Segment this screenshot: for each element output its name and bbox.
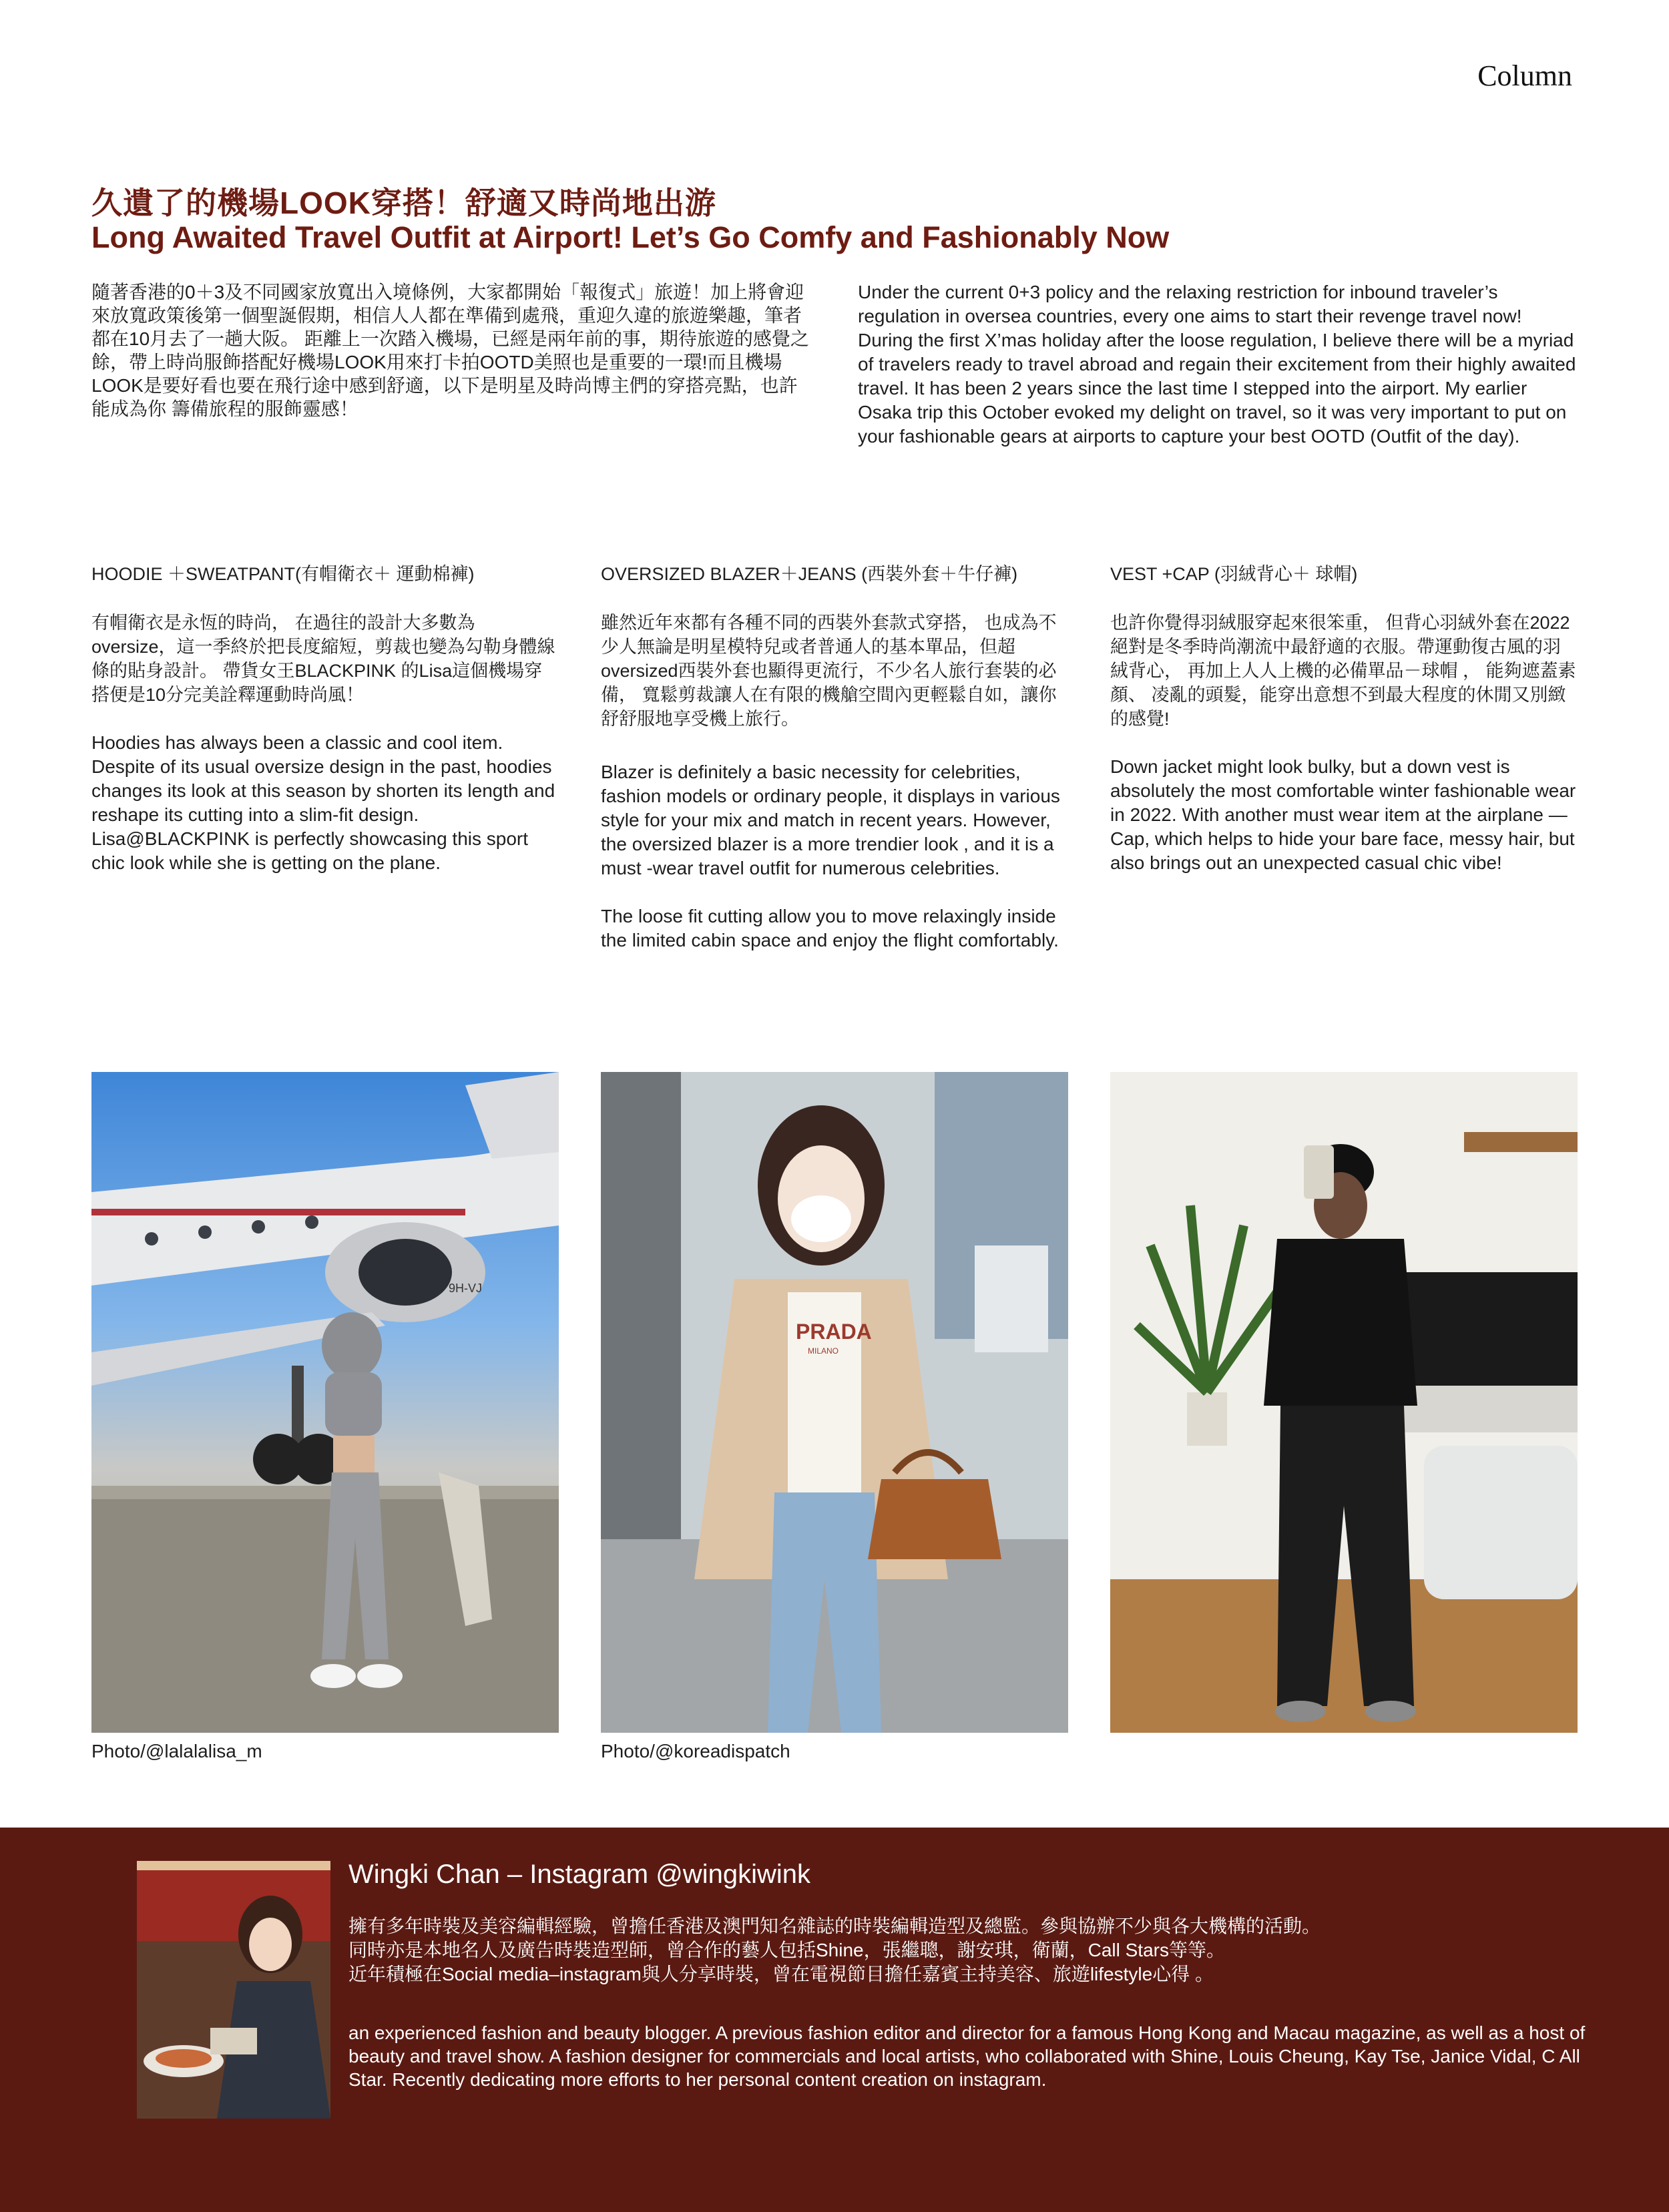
photo-vest-selfie bbox=[1110, 1072, 1578, 1733]
author-footer bbox=[0, 1828, 1669, 2212]
author-bio-zh bbox=[348, 1914, 1604, 1986]
column-text-en: Hoodies has always been a classic and cool item. Despite of its usual oversize design in the past, hoodies changes its look at this season by shorten its length and reshape its cutting into a slim-fit design. Lisa@BLACKPINK is perfectly showcasing this sport chic look while she is getting on the plane. bbox=[91, 732, 555, 873]
shirt-logo: PRADA bbox=[796, 1320, 872, 1344]
photo-blazer-airport bbox=[601, 1072, 1068, 1733]
column-blazer bbox=[601, 559, 1068, 977]
shirt-logo-sub: MILANO bbox=[808, 1346, 839, 1356]
column-vest bbox=[1110, 559, 1578, 899]
plane-registration: 9H-VJ bbox=[449, 1282, 483, 1295]
article-title-zh: 久遺了的機場LOOK穿搭！舒適又時尚地出游 bbox=[91, 186, 716, 220]
author-name: Wingki Chan – Instagram @wingkiwink bbox=[348, 1860, 810, 1889]
column-text-zh: 有帽衛衣是永恆的時尚， 在過往的設計大多數為oversize，這一季終於把長度縮短，剪裁也變為勾勒身體線條的貼身設計。 帶貨女王BLACKPINK 的Lisa這個機場穿搭便是10分完美詮釋運動時尚風！ bbox=[91, 613, 555, 705]
author-photo-illustration bbox=[137, 1861, 330, 2119]
author-bio-zh-line-2: 同時亦是本地名人及廣告時裝造型師，曾合作的藝人包括Shine，張繼聰，謝安琪，衛蘭，Call Stars等等。 bbox=[348, 1940, 1225, 1960]
column-heading: OVERSIZED BLAZER＋JEANS (西裝外套＋牛仔褲) bbox=[601, 564, 1018, 584]
column-text-en-2: The loose fit cutting allow you to move relaxingly inside the limited cabin space and enjoy the flight comfortably. bbox=[601, 906, 1059, 950]
author-photo bbox=[137, 1861, 330, 2119]
column-text-zh: 也許你覺得羽絨服穿起來很笨重， 但背心羽絨外套在2022 絕對是冬季時尚潮流中最舒適的衣服。帶運動復古風的羽絨背心， 再加上人人上機的必備單品－球帽 ， 能夠遮蓋素顏、 凌亂的頭髮，能穿出意想不到最大程度的休閒又別緻的感覺! bbox=[1110, 613, 1576, 729]
column-heading: HOODIE ＋SWEATPANT(有帽衛衣＋ 運動棉褲) bbox=[91, 564, 475, 584]
column-hoodie bbox=[91, 559, 559, 899]
photo-credit-1: Photo/@lalalalisa_m bbox=[91, 1741, 262, 1761]
photo-credit-2: Photo/@koreadispatch bbox=[601, 1741, 790, 1761]
section-label: Column bbox=[1477, 59, 1572, 92]
intro-zh: 隨著香港的0＋3及不同國家放寬出入境條例，大家都開始「報復式」旅遊！加上將會迎來放寬政策後第一個聖誕假期，相信人人都在準備到處飛，重迎久違的旅遊樂趣，筆者都在10月去了一趟大阪。 距離上一次踏入機場，已經是兩年前的事，期待旅遊的感覺之餘，帶上時尚服飾搭配好機場LOOK用來打卡拍OOTD美照也是重要的一環!而且機場LOOK是要好看也要在飛行途中感到舒適，以下是明星及時尚博主們的穿搭亮點，也許能成為你 籌備旅程的服飾靈感！ bbox=[91, 282, 809, 419]
photo-lisa-illustration bbox=[91, 1072, 559, 1733]
column-text-en: Down jacket might look bulky, but a down vest is absolutely the most comfortable winter fashionable wear in 2022. With another must wear item at the airplane — Cap, which helps to hide your bare face, messy hair, but also brings out an unexpected casual chic vibe! bbox=[1110, 756, 1576, 873]
column-text-en: Blazer is definitely a basic necessity for celebrities, fashion models or ordinary people, it displays in various style for your mix and match in recent years. However, the oversized blazer is a more trendier look , and it is a must -wear travel outfit for numerous celebrities. bbox=[601, 762, 1060, 878]
author-bio-zh-line-3: 近年積極在Social media–instagram與人分享時裝，曾在電視節目擔任嘉賓主持美容、旅遊lifestyle心得 。 bbox=[348, 1964, 1214, 1984]
author-bio-en: an experienced fashion and beauty blogger. A previous fashion editor and director for a famous Hong Kong and Macau magazine, as well as a host of beauty and travel show. A fashion designer for commercials and local artists, who collaborated with Shine, Louis Cheung, Kay Tse, Janice Vidal, C All Star. Recently dedicating more efforts to her personal content creation on instagram. bbox=[348, 2022, 1586, 2090]
column-text-zh: 雖然近年來都有各種不同的西裝外套款式穿搭， 也成為不少人無論是明星模特兒或者普通人的基本單品，但超oversized西裝外套也顯得更流行，不少名人旅行套裝的必備， 寬鬆剪裁讓人在有限的機艙空間內更輕鬆自如，讓你舒舒服地享受機上旅行。 bbox=[601, 613, 1057, 729]
intro-en: Under the current 0+3 policy and the relaxing restriction for inbound traveler’s regulation in oversea countries, every one aims to start their revenge travel now! During the first X’mas holiday after the loose regulation, I believe there will be a myriad of travelers ready to travel abroad and regain their excitement from their highly awaited travel. It has been 2 years since the last time I stepped into the airport. My earlier Osaka trip this October evoked my delight on travel, so it was very important to put on your fashionable gears at airports to capture your best OOTD (Outfit of the day). bbox=[858, 282, 1576, 447]
photo-lisa-airport bbox=[91, 1072, 559, 1733]
article-title-en: Long Awaited Travel Outfit at Airport! Let’s Go Comfy and Fashionably Now bbox=[91, 220, 1170, 254]
photo-blazer-illustration bbox=[601, 1072, 1068, 1733]
author-bio-zh-line-1: 擁有多年時裝及美容編輯經驗，曾擔任香港及澳門知名雜誌的時裝編輯造型及總監。參與協辦不少與各大機構的活動。 bbox=[348, 1916, 1321, 1936]
column-heading: VEST +CAP (羽絨背心＋ 球帽) bbox=[1110, 564, 1358, 584]
photo-vest-illustration bbox=[1110, 1072, 1578, 1733]
